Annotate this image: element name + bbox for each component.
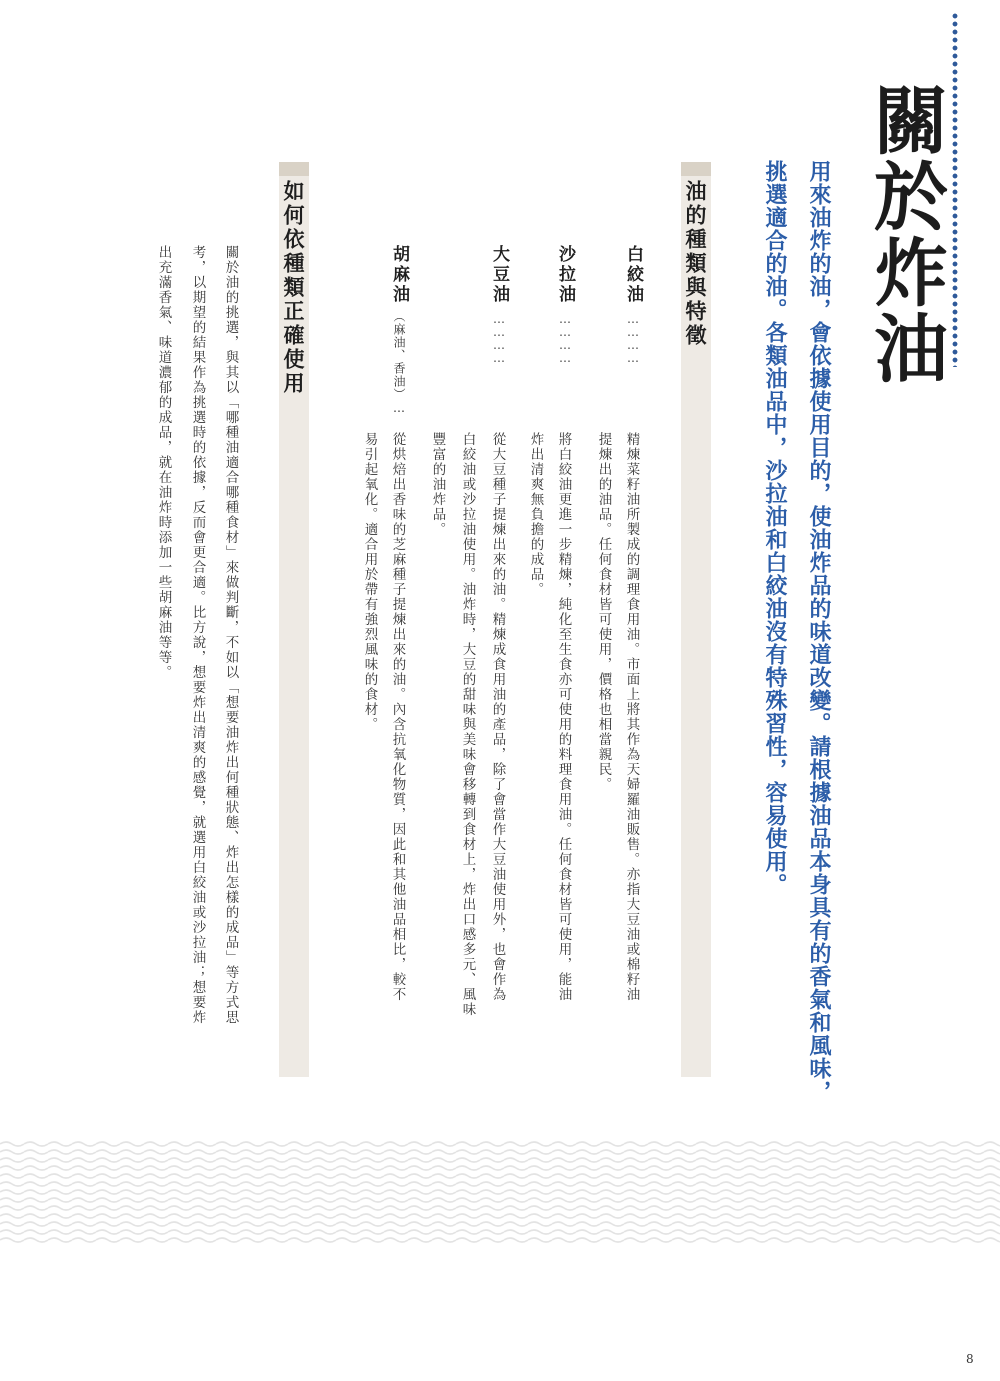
section-heading-usage: 如何依種類正確使用 <box>281 180 305 396</box>
body-line: 出充滿香氣、味道濃郁的成品，就在油炸時添加一些胡麻油等等。 <box>155 245 172 680</box>
term-soybean-oil: 大豆油 <box>489 245 509 305</box>
term-sesame-oil: 胡麻油 <box>389 245 409 305</box>
body-line: 考，以期望的結果作為挑選時的依據，反而會更合適。比方說，想要炸出清爽的感覺，就選用白絞油或沙拉油；想要炸 <box>189 245 206 1025</box>
section-band-tick <box>279 162 309 176</box>
term-subtitle: （麻油、香油）… <box>392 310 406 416</box>
term-leader: ………… <box>626 312 640 364</box>
term-baijiaoyou: 白絞油 <box>623 245 643 305</box>
desc-line: 易引起氧化。適合用於帶有強烈風味的食材。 <box>361 432 378 732</box>
desc-line: 將白絞油更進一步精煉，純化至生食亦可使用的料理食用油。任何食材皆可使用，能油 <box>555 432 572 1002</box>
page-number: 8 <box>966 1352 974 1366</box>
dotted-divider <box>952 12 958 367</box>
body-line: 關於油的挑選，與其以「哪種油適合哪種食材」來做判斷，不如以「想要油炸出何種狀態、炸出怎樣的成品」等方式思 <box>222 245 239 1025</box>
desc-line: 從大豆種子提煉出來的油。精煉成食用油的產品，除了會當作大豆油使用外，也會作為 <box>489 432 506 1002</box>
desc-line: 炸出清爽無負擔的成品。 <box>527 432 544 597</box>
section-heading-oil-types: 油的種類與特徵 <box>683 180 707 348</box>
term-leader: ………… <box>558 312 572 364</box>
page-title: 關於炸油 <box>862 82 948 386</box>
intro-line-2: 挑選適合的油。各類油品中，沙拉油和白絞油沒有特殊習性，容易使用。 <box>762 160 788 896</box>
term-leader: ………… <box>492 312 506 364</box>
desc-line: 白絞油或沙拉油使用。油炸時，大豆的甜味與美味會移轉到食材上，炸出口感多元、風味 <box>459 432 476 1017</box>
desc-line: 提煉出的油品。任何食材皆可使用，價格也相當親民。 <box>595 432 612 792</box>
desc-line: 精煉菜籽油所製成的調理食用油。市面上將其作為天婦羅油販售。亦指大豆油或棉籽油 <box>623 432 640 1002</box>
intro-line-1: 用來油炸的油，會依據使用目的，使油炸品的味道改變。請根據油品本身具有的香氣和風味， <box>806 160 832 1103</box>
term-salad-oil: 沙拉油 <box>555 245 575 305</box>
section-band-tick <box>681 162 711 176</box>
wave-pattern <box>0 1140 1000 1245</box>
desc-line: 豐富的油炸品。 <box>429 432 446 537</box>
desc-line: 從烘焙出香味的芝麻種子提煉出來的油。內含抗氧化物質，因此和其他油品相比，較不 <box>389 432 406 1002</box>
